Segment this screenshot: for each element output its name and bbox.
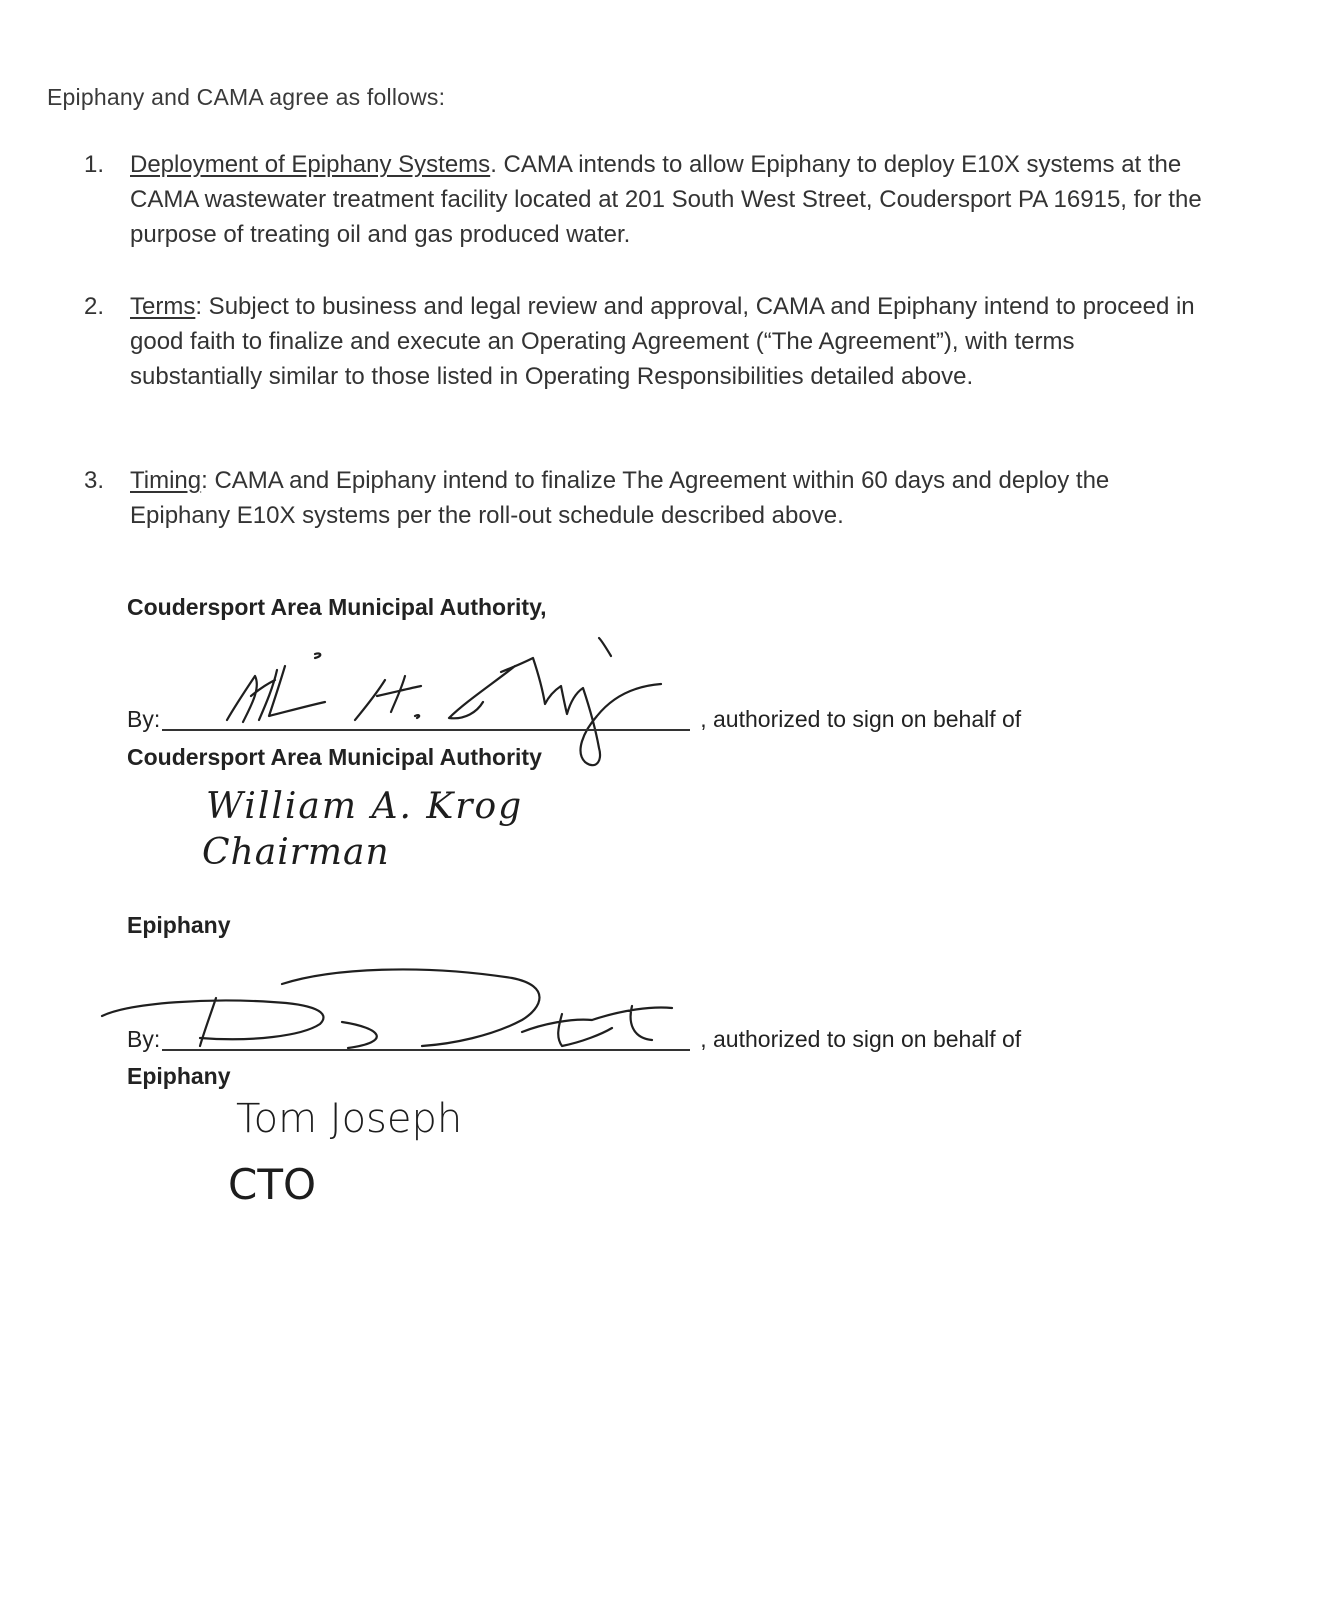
signatory-org-name: Epiphany: [127, 1063, 231, 1089]
signatory-org-heading: Epiphany: [127, 912, 231, 938]
item-heading-punct: :: [195, 293, 203, 320]
handwritten-name: William A. Krog: [206, 786, 524, 827]
by-suffix: , authorized to sign on behalf of: [700, 1026, 1022, 1052]
agreement-item: [84, 289, 1204, 394]
item-body: Subject to business and legal review and approval, CAMA and Epiphany intend to proceed in good faith to finalize and execute an Operating Agreement (“The Agreement”), with terms substantially similar to those listed in Operating Responsibilities detailed above.: [130, 293, 1195, 390]
signature-rule: [162, 1027, 690, 1051]
handwritten-name: Tom Joseph: [236, 1096, 463, 1142]
signature-line: [127, 1026, 1021, 1053]
item-body: CAMA and Epiphany intend to finalize The Agreement within 60 days and deploy the Epiphany E10X systems per the roll-out schedule described above.: [130, 467, 1110, 529]
item-heading-punct: .: [490, 151, 497, 178]
agreement-item: [84, 147, 1204, 252]
item-text: [130, 147, 1204, 252]
signature-line: [127, 706, 1021, 733]
signatory-org-heading: Coudersport Area Municipal Authority,: [127, 594, 547, 620]
item-number: 3.: [84, 467, 105, 494]
by-suffix: , authorized to sign on behalf of: [700, 706, 1022, 732]
by-label: By:: [127, 1026, 161, 1052]
item-text: [130, 289, 1204, 394]
handwritten-title: CTO: [228, 1160, 317, 1209]
item-text: [130, 463, 1204, 533]
handwritten-title: Chairman: [202, 832, 390, 873]
signatory-org-name: Coudersport Area Municipal Authority: [127, 744, 542, 770]
intro-text: Epiphany and CAMA agree as follows:: [47, 84, 446, 110]
item-number: 1.: [84, 151, 105, 178]
item-body: CAMA intends to allow Epiphany to deploy E10X systems at the CAMA wastewater treatment facility located at 201 South West Street, Coudersport PA 16915, for the purpose of treating oil and gas produced water.: [130, 151, 1202, 248]
item-heading: Timing: [130, 467, 202, 494]
agreement-item: [84, 463, 1204, 533]
item-heading-punct: :: [201, 467, 208, 494]
item-number: 2.: [84, 293, 105, 320]
by-label: By:: [127, 706, 161, 732]
item-heading: Terms: [130, 293, 196, 320]
item-heading: Deployment of Epiphany Systems: [130, 151, 491, 178]
signature-rule: [162, 707, 690, 731]
